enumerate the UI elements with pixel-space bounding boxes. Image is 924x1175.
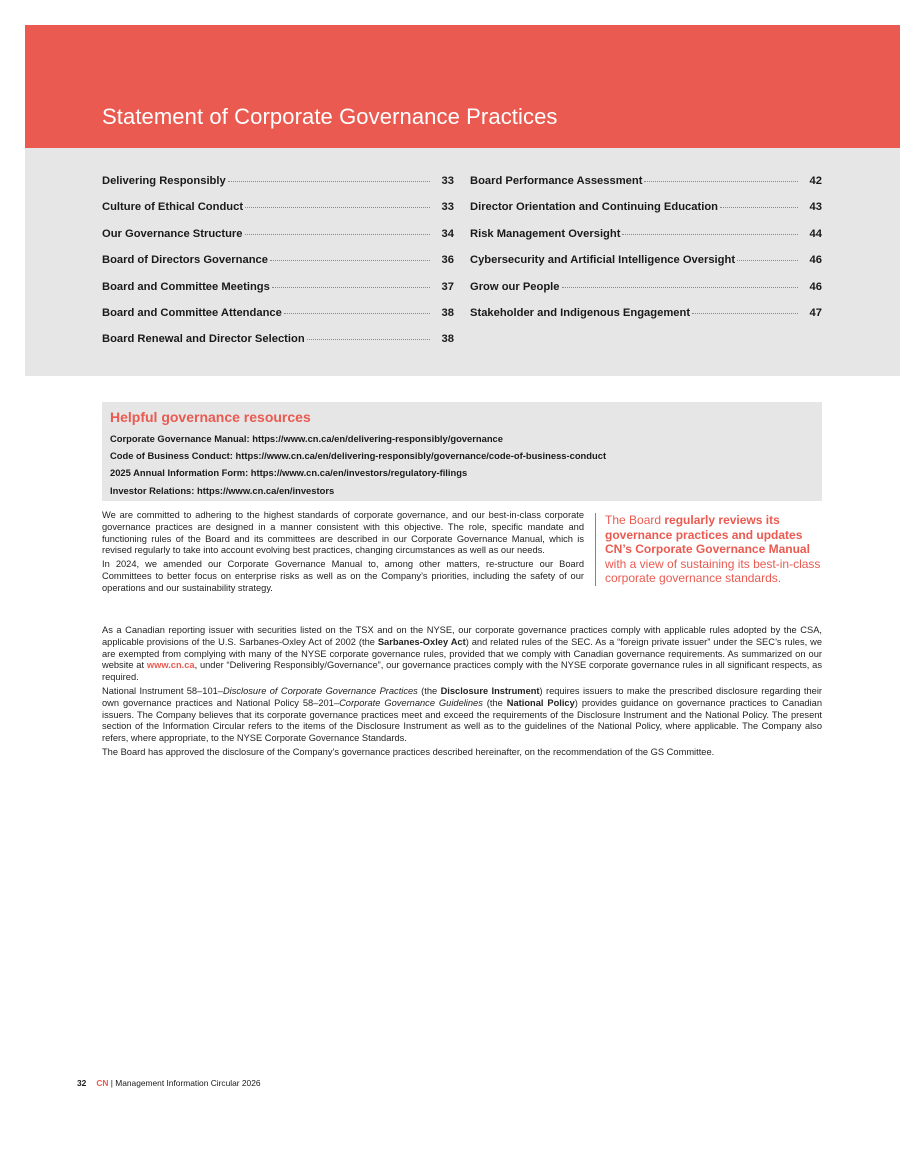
main-text [102, 625, 822, 759]
toc-entry-page: 43 [809, 201, 822, 214]
website-link[interactable]: www.cn.ca [146, 660, 195, 671]
toc-entry-title: Culture of Ethical Conduct [102, 201, 244, 214]
toc-leader [622, 234, 798, 235]
toc-leader [720, 207, 798, 208]
toc-entry-title: Board Renewal and Director Selection [102, 333, 305, 346]
toc-leader [644, 181, 798, 182]
toc-entry-title: Stakeholder and Indigenous Engagement [470, 306, 691, 319]
table-of-contents [25, 148, 900, 376]
defined-term: Disclosure Instrument [440, 685, 540, 696]
toc-entry-page: 47 [809, 306, 822, 319]
body-paragraph: In 2024, we amended our Corporate Governance Manual to, among other matters, re-structure our Board Committees to better focus on enterprise risks as well as on the Company’s priorities, including the safety of our operations and our sustainability strategy. [102, 559, 584, 593]
toc-leader [284, 313, 430, 314]
text-run: National Instrument 58–101– [102, 685, 223, 696]
defined-term: Sarbanes-Oxley Act [377, 636, 466, 647]
toc-entry-title: Board and Committee Meetings [102, 280, 270, 293]
toc-entry[interactable] [102, 307, 454, 333]
toc-entry-title: Cybersecurity and Artificial Intelligence Oversight [470, 254, 736, 267]
pull-quote-emphasis: regularly reviews its governance practices and updates CN’s Corporate Governance Manual [605, 513, 810, 557]
body-paragraph [102, 625, 822, 684]
toc-entry-title: Delivering Responsibly [102, 175, 226, 187]
resource-link[interactable]: Code of Business Conduct: https://www.cn.ca/en/delivering-responsibly/governance/code-of-business-conduct [110, 450, 607, 462]
toc-leader [737, 260, 798, 261]
pull-quote [595, 513, 825, 586]
body-paragraph: The Board has approved the disclosure of the Company’s governance practices described hereinafter, on the recommendation of the GS Committee. [102, 746, 715, 757]
toc-entry[interactable] [470, 175, 822, 201]
text-run: ) provides guidance on governance practices to Canadian issuers. The Company believes that its corporate governance practices meet and exceed the requirements of the Disclosure Instrument and the National Policy. The present section of the Information Circular refers to the items of the Disclosure Instrument as well as to the guidelines of the National Policy, where applicable. The Company also refers, where appropriate, to the NYSE Corporate Governance Standards. [102, 697, 822, 744]
defined-term: National Policy [506, 697, 575, 708]
toc-column-left [102, 175, 454, 360]
toc-entry-title: Our Governance Structure [102, 227, 243, 240]
toc-leader [692, 313, 798, 314]
toc-leader [228, 181, 430, 182]
toc-leader [270, 260, 430, 261]
toc-entry-page: 36 [441, 254, 454, 267]
resource-link[interactable]: Corporate Governance Manual: https://www.cn.ca/en/delivering-responsibly/governance [110, 433, 503, 444]
text-run: ) requires issuers to make the prescribed disclosure regarding their own governance practices and National Policy 58–201– [102, 685, 823, 708]
toc-entry-title: Risk Management Oversight [470, 227, 621, 240]
toc-entry-page: 37 [441, 280, 454, 293]
page-title: Statement of Corporate Governance Practices [102, 104, 558, 129]
resources-box [102, 402, 822, 501]
toc-entry[interactable] [470, 201, 822, 227]
toc-entry[interactable] [470, 307, 822, 333]
toc-leader [245, 234, 430, 235]
toc-entry-title: Board of Directors Governance [102, 254, 268, 267]
header-banner [25, 25, 900, 148]
toc-entry-page: 46 [809, 280, 822, 293]
toc-leader [307, 339, 430, 340]
text-run: ) and related rules of the SEC. As a “foreign private issuer” under the SEC’s rules, we are exempted from complying with many of the NYSE corporate governance rules, provided that we comply with Canadian governance requirements. As summarized on our website at [102, 636, 823, 671]
text-run: , under “Delivering Responsibly/Governance”, our governance practices comply with the NYSE corporate governance rules in all significant respects, as required. [102, 660, 822, 683]
text-run: As a Canadian reporting issuer with securities listed on the TSX and on the NYSE, our corporate governance practices comply with applicable rules adopted by the CSA, applicable provisions of the U.S. Sarbanes-Oxley Act of 2002 (the [102, 625, 822, 647]
toc-entry[interactable] [470, 254, 822, 280]
toc-entry-title: Board and Committee Attendance [102, 306, 282, 319]
toc-entry-page: 38 [441, 306, 454, 319]
body-paragraph: We are committed to adhering to the highest standards of corporate governance, and our best-in-class corporate governance practices are designed in a manner consistent with this objective. The role, specific mandate and functioning rules of the Board and its committees are described in our Corporate Governance Manual, which is revised regularly to take into account evolving best practices, changing circumstances as well as our needs. [102, 510, 584, 556]
toc-entry[interactable] [102, 201, 454, 227]
text-run: (the [482, 697, 507, 708]
toc-entry[interactable] [102, 281, 454, 307]
toc-entry[interactable] [102, 333, 454, 359]
toc-entry-page: 44 [809, 227, 822, 240]
toc-entry-title: Board Performance Assessment [470, 175, 643, 187]
toc-column-right [470, 175, 822, 333]
toc-entry[interactable] [102, 228, 454, 254]
toc-entry[interactable] [102, 175, 454, 201]
toc-entry-title: Director Orientation and Continuing Education [470, 201, 718, 214]
toc-entry-page: 33 [441, 175, 454, 187]
toc-entry-page: 46 [809, 254, 822, 267]
resources-heading: Helpful governance resources [110, 409, 311, 425]
toc-entry[interactable] [470, 281, 822, 307]
resources-list [110, 430, 606, 499]
pull-quote-text: The Board [605, 513, 665, 527]
toc-entry[interactable] [102, 254, 454, 280]
pull-quote-text: with a view of sustaining its best-in-class corporate governance standards. [605, 556, 821, 586]
intro-text [102, 510, 584, 595]
toc-leader [272, 287, 430, 288]
brand-name: CN [96, 1078, 109, 1088]
toc-entry-title: Grow our People [470, 280, 560, 293]
toc-entry-page: 34 [441, 227, 454, 240]
toc-entry[interactable] [470, 228, 822, 254]
body-paragraph [102, 686, 822, 745]
page-footer [77, 1078, 261, 1088]
toc-entry-page: 33 [441, 201, 454, 214]
toc-leader [562, 287, 798, 288]
toc-entry-page: 38 [441, 333, 454, 346]
toc-entry-page: 42 [809, 175, 822, 187]
document-title: Disclosure of Corporate Governance Practices [222, 685, 418, 696]
toc-leader [245, 207, 430, 208]
page-number: 32 [77, 1078, 87, 1088]
footer-text: | Management Information Circular 2026 [108, 1078, 261, 1088]
document-title: Corporate Governance Guidelines [339, 697, 483, 708]
resource-link[interactable]: 2025 Annual Information Form: https://www.cn.ca/en/investors/regulatory-filings [110, 467, 468, 479]
resource-link[interactable]: Investor Relations: https://www.cn.ca/en/investors [110, 484, 335, 496]
text-run: (the [417, 685, 441, 696]
